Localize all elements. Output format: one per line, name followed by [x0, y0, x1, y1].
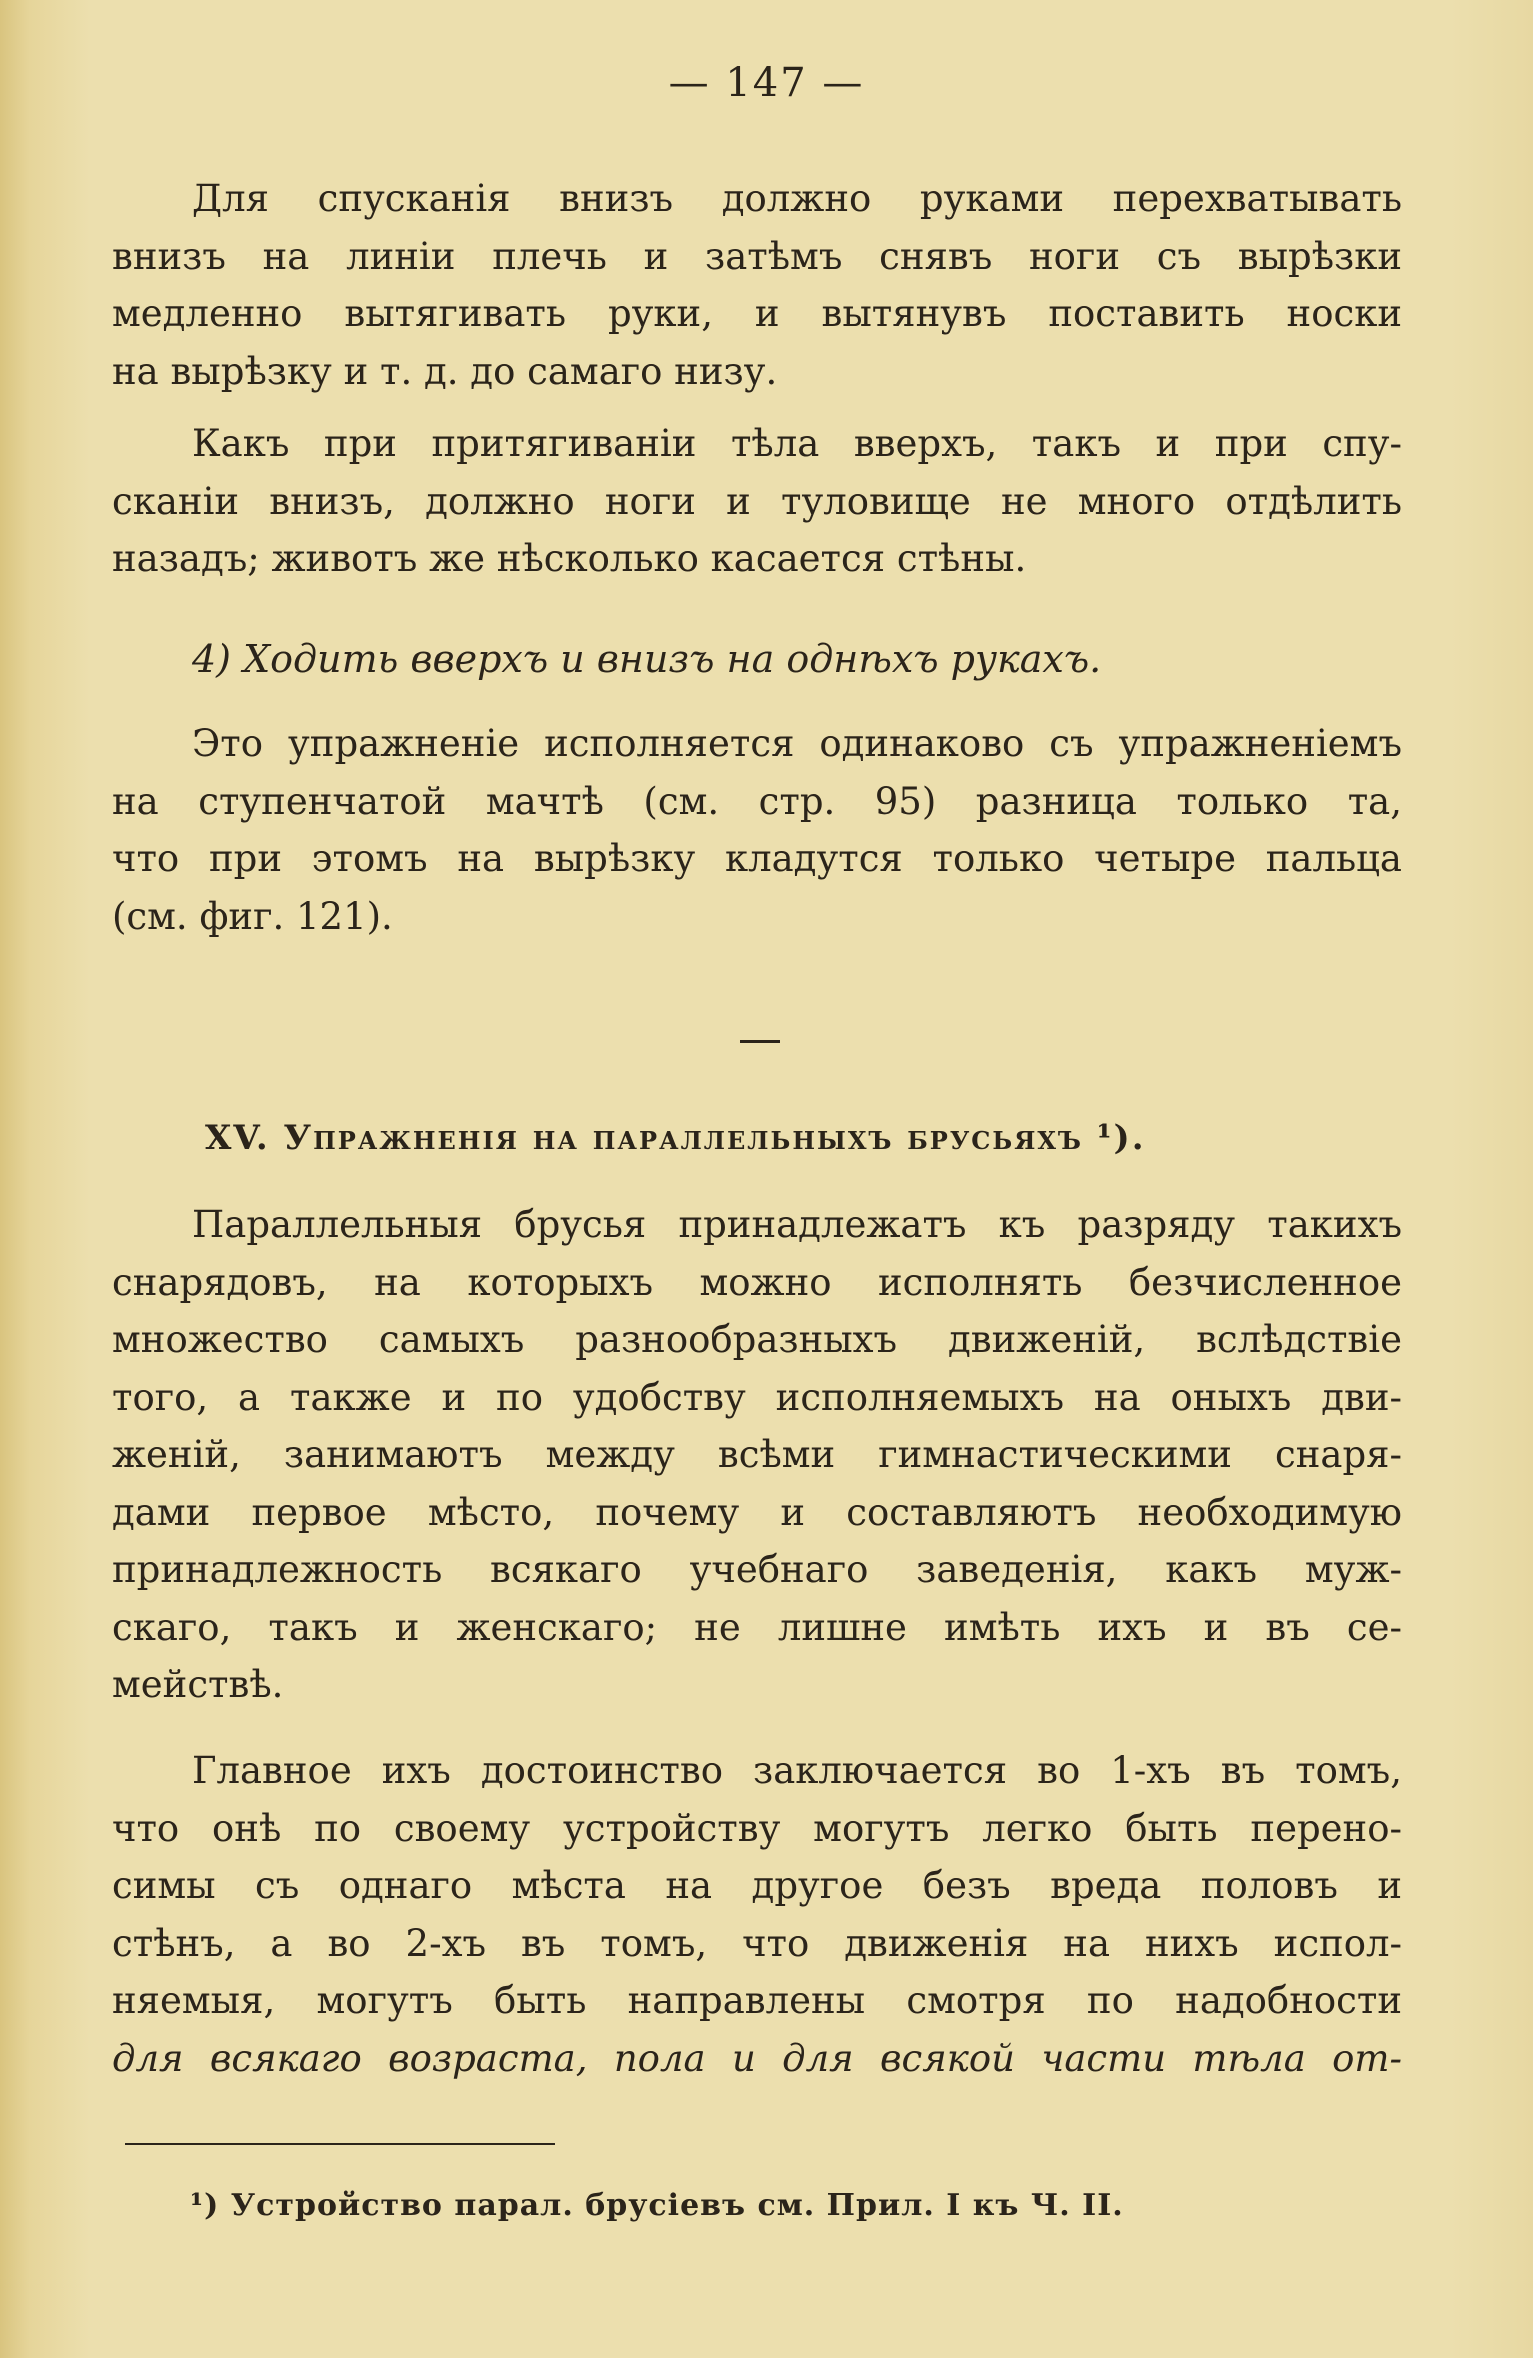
subheading: 4) Ходить вверхъ и внизъ на однѣхъ рукахъ. [192, 637, 1102, 681]
footnote: ¹) Устройство парал. брусіевъ см. Прил. I къ Ч. II. [190, 2188, 1124, 2223]
section-heading: XV. Упражненія на параллельныхъ брусьяхъ ¹). [205, 1118, 1146, 1158]
paragraph-exercise [112, 715, 1402, 945]
text-line: няемыя, могутъ быть направлены смотря по надобности [112, 1979, 1402, 2022]
paragraph-body-position [112, 415, 1402, 588]
text-line: мействѣ. [112, 1663, 284, 1706]
section-separator [740, 1040, 780, 1043]
text-line: Для спусканія внизъ должно руками перехватывать [192, 177, 1402, 220]
text-line: на вырѣзку и т. д. до самаго низу. [112, 349, 778, 393]
text-line: снарядовъ, на которыхъ можно исполнять безчисленное [112, 1260, 1402, 1304]
text-line-italic: для всякаго возраста, пола и для всякой части тѣла от- [112, 2036, 1402, 2080]
text-line: принадлежность всякаго учебнаго заведенія, какъ муж- [112, 1548, 1402, 1591]
text-line: назадъ; животъ же нѣсколько касается стѣны. [112, 537, 1027, 580]
text-line: того, а также и по удобству исполняемыхъ на оныхъ дви- [112, 1375, 1402, 1419]
text-line: что онѣ по своему устройству могутъ легко быть перено- [112, 1806, 1402, 1850]
paragraph-descending [112, 170, 1402, 400]
text-line: женій, занимаютъ между всѣми гимнастическими снаря- [112, 1433, 1402, 1476]
text-line: Параллельныя брусья принадлежатъ къ разряду такихъ [192, 1203, 1402, 1246]
paragraph-parallel-bars [112, 1196, 1402, 1714]
text-line: Главное ихъ достоинство заключается во 1-хъ въ томъ, [192, 1749, 1402, 1792]
text-line: стѣнъ, а во 2-хъ въ томъ, что движенія на нихъ испол- [112, 1921, 1402, 1965]
text-line: сканіи внизъ, должно ноги и туловище не много отдѣлить [112, 479, 1402, 523]
text-line: симы съ однаго мѣста на другое безъ вреда половъ и [112, 1864, 1402, 1907]
text-line: (см. фиг. 121). [112, 894, 393, 938]
text-line: множество самыхъ разнообразныхъ движеній, вслѣдствіе [112, 1318, 1402, 1361]
text-line: Это упражненіе исполняется одинаково съ упражненіемъ [192, 722, 1402, 765]
paragraph-advantages [112, 1742, 1402, 2087]
text-line: дами первое мѣсто, почему и составляютъ необходимую [112, 1490, 1402, 1534]
text-line: что при этомъ на вырѣзку кладутся только четыре пальца [112, 837, 1402, 880]
footnote-rule [125, 2143, 555, 2145]
text-line: внизъ на линіи плечь и затѣмъ снявъ ноги съ вырѣзки [112, 234, 1402, 278]
page-number: — 147 — [668, 60, 865, 106]
text-line: Какъ при притягиваніи тѣла вверхъ, такъ и при спу- [192, 422, 1402, 465]
text-line: медленно вытягивать руки, и вытянувъ поставить носки [112, 292, 1402, 335]
text-line: скаго, такъ и женскаго; не лишне имѣть ихъ и въ се- [112, 1605, 1402, 1649]
text-line: на ступенчатой мачтѣ (см. стр. 95) разница только та, [112, 779, 1402, 823]
